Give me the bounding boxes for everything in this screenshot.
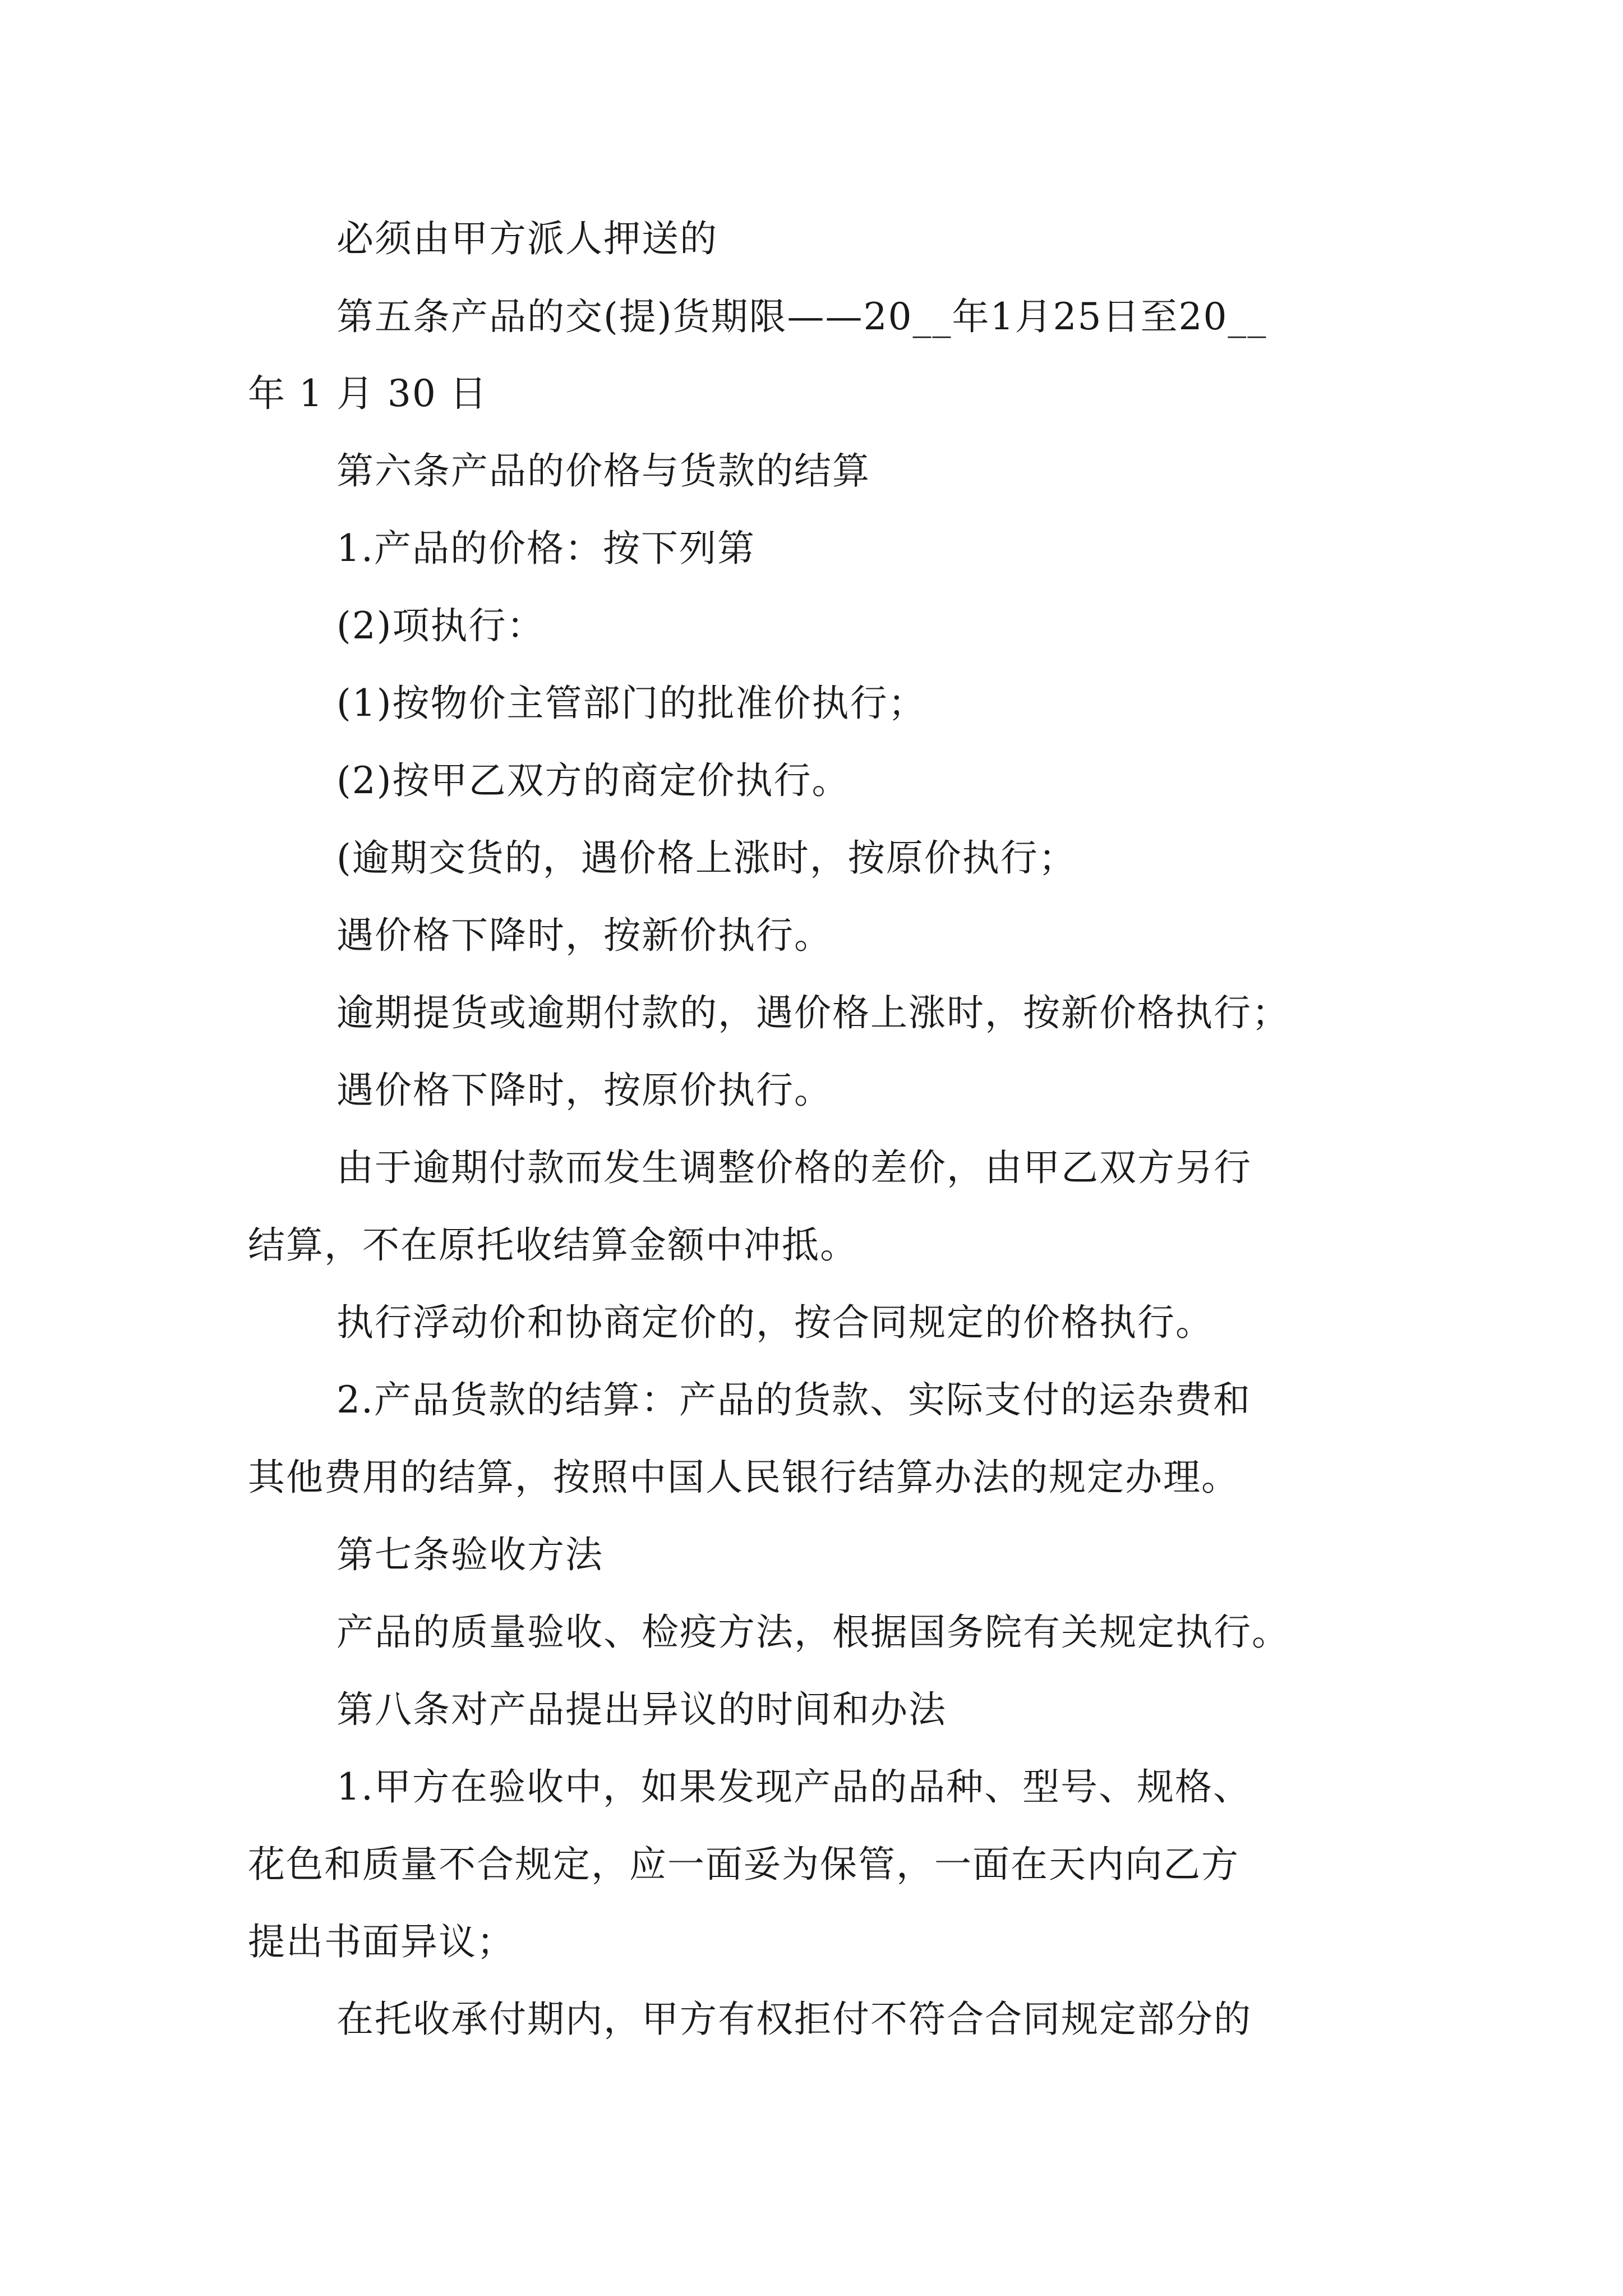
text-line: 由于逾期付款而发生调整价格的差价，由甲乙双方另行 bbox=[336, 1146, 1252, 1189]
text-line: 逾期提货或逾期付款的，遇价格上涨时，按新价格执行； bbox=[336, 991, 1290, 1034]
text-line: 遇价格下降时，按原价执行。 bbox=[336, 1069, 832, 1112]
text-line: (2)按甲乙双方的商定价执行。 bbox=[336, 759, 850, 802]
text-line: (2)项执行： bbox=[336, 604, 545, 647]
text-line: 1.产品的价格：按下列第 bbox=[336, 527, 755, 570]
text-line: 花色和质量不合规定，应一面妥为保管，一面在天内向乙方 bbox=[248, 1843, 1239, 1886]
text-line: 年 1 月 30 日 bbox=[248, 372, 488, 415]
text-line: 产品的质量验收、检疫方法，根据国务院有关规定执行。 bbox=[336, 1611, 1290, 1654]
text-line: 第八条对产品提出异议的时间和办法 bbox=[336, 1688, 947, 1731]
text-line: 1.甲方在验收中，如果发现产品的品种、型号、规格、 bbox=[336, 1765, 1251, 1809]
text-line: 执行浮动价和协商定价的，按合同规定的价格执行。 bbox=[336, 1301, 1214, 1344]
text-line: 提出书面异议； bbox=[248, 1920, 515, 1963]
text-line: 第五条产品的交(提)货期限——20__年1月25日至20__ bbox=[336, 295, 1267, 338]
text-line: 第七条验收方法 bbox=[336, 1533, 603, 1576]
text-line: 在托收承付期内，甲方有权拒付不符合合同规定部分的 bbox=[336, 1998, 1252, 2041]
text-line: 2.产品货款的结算：产品的货款、实际支付的运杂费和 bbox=[336, 1378, 1251, 1421]
text-line: 其他费用的结算，按照中国人民银行结算办法的规定办理。 bbox=[248, 1456, 1239, 1499]
text-line: (逾期交货的，遇价格上涨时，按原价执行； bbox=[336, 836, 1077, 880]
text-line: (1)按物价主管部门的批准价执行； bbox=[336, 682, 926, 725]
text-line: 必须由甲方派人押送的 bbox=[336, 217, 718, 260]
text-line: 第六条产品的价格与货款的结算 bbox=[336, 449, 870, 493]
text-line: 结算，不在原托收结算金额中冲抵。 bbox=[248, 1223, 858, 1267]
text-line: 遇价格下降时，按新价执行。 bbox=[336, 914, 832, 957]
